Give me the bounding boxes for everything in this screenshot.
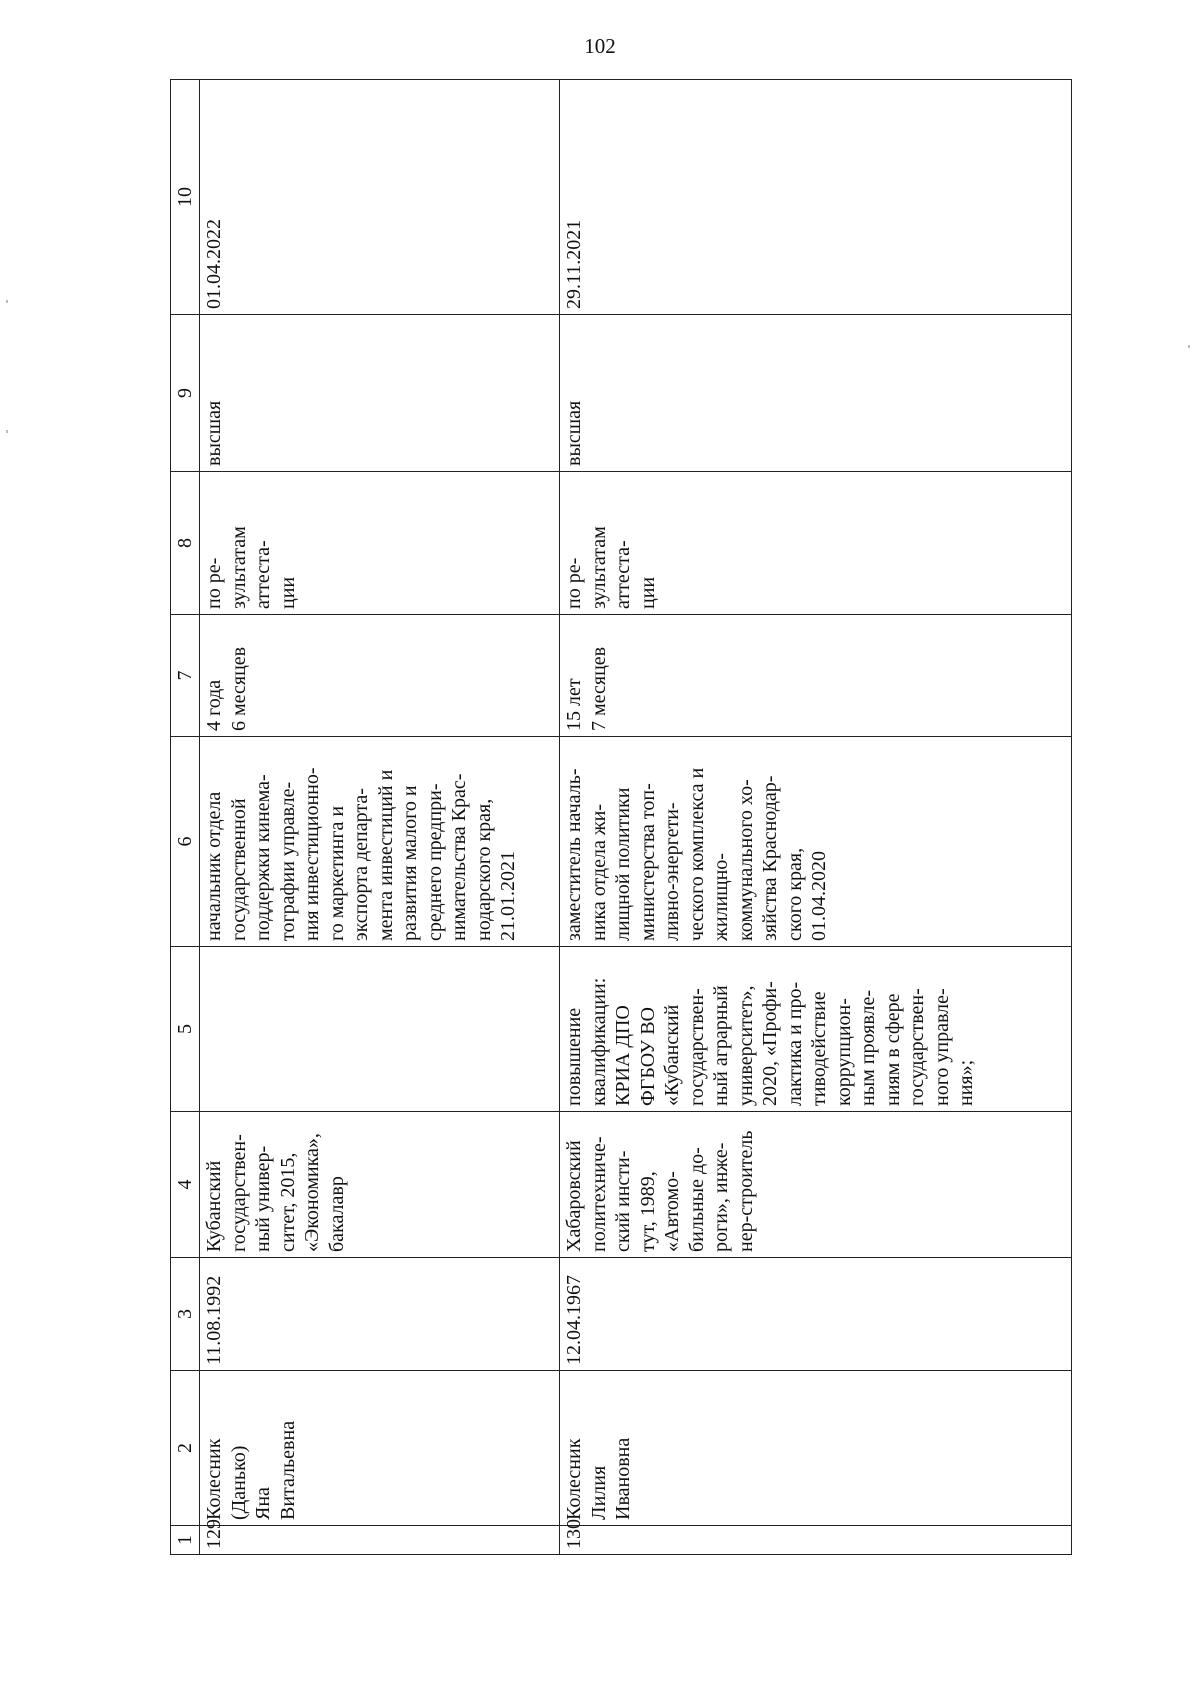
cell-basis: по ре- зультатам аттеста- ции: [200, 472, 560, 615]
personnel-table: [170, 79, 1072, 1555]
page-number: 102: [584, 34, 616, 58]
cell-birth-date: 11.08.1992: [200, 1258, 560, 1371]
header-col-2: 2: [171, 1371, 200, 1526]
header-col-5: 5: [171, 947, 200, 1112]
cell-birth-date: 12.04.1967: [560, 1258, 1072, 1371]
cell-education: Кубанский государствен- ный универ- ситет, 2015, «Экономика», бакалавр: [200, 1112, 560, 1258]
table-row: [560, 80, 1072, 1555]
scan-artifact: [6, 430, 8, 433]
scan-artifact: [1188, 345, 1190, 348]
table-header-row: [171, 80, 200, 1555]
cell-extra-education: повышение квалификации: КРИА ДПО ФГБОУ ВО «Кубанский государствен- ный аграрный университет», 2020, «Профи- лактика и про- тиводействие коррупцион- ным проявле- ниям в сфере государствен- ного управле- ния»;: [560, 947, 1072, 1112]
cell-rank: высшая: [200, 315, 560, 472]
rotated-table-container: [170, 80, 1072, 1555]
cell-extra-education: [200, 947, 560, 1112]
header-col-10: 10: [171, 80, 200, 315]
cell-experience: 15 лет 7 месяцев: [560, 615, 1072, 737]
cell-name: Колесник (Данько) Яна Витальевна: [200, 1371, 560, 1526]
cell-number: 129: [200, 1526, 560, 1555]
header-col-1: 1: [171, 1526, 200, 1555]
cell-rank: высшая: [560, 315, 1072, 472]
header-col-6: 6: [171, 737, 200, 947]
cell-experience: 4 года 6 месяцев: [200, 615, 560, 737]
cell-date: 01.04.2022: [200, 80, 560, 315]
cell-position: начальник отдела государственной поддержки кинема- тографии управле- ния инвестиционно- го маркетинга и экспорта департа- мента инвестиций и развития малого и среднего предпри- нимательства Крас- нодарского края, 21.01.2021: [200, 737, 560, 947]
cell-date: 29.11.2021: [560, 80, 1072, 315]
scan-artifact: [6, 300, 8, 303]
cell-number: 130: [560, 1526, 1072, 1555]
cell-education: Хабаровский политехниче- ский инсти- тут, 1989, «Автомо- бильные до- роги», инже- нер-строитель: [560, 1112, 1072, 1258]
header-col-7: 7: [171, 615, 200, 737]
cell-basis: по ре- зультатам аттеста- ции: [560, 472, 1072, 615]
cell-position: заместитель началь- ника отдела жи- лищной политики министерства топ- ливно-энергети- ческого комплекса и жилищно- коммунального хо- зяйства Краснодар- ского края, 01.04.2020: [560, 737, 1072, 947]
header-col-3: 3: [171, 1258, 200, 1371]
header-col-8: 8: [171, 472, 200, 615]
header-col-9: 9: [171, 315, 200, 472]
cell-name: Колесник Лилия Ивановна: [560, 1371, 1072, 1526]
table-row: [200, 80, 560, 1555]
header-col-4: 4: [171, 1112, 200, 1258]
